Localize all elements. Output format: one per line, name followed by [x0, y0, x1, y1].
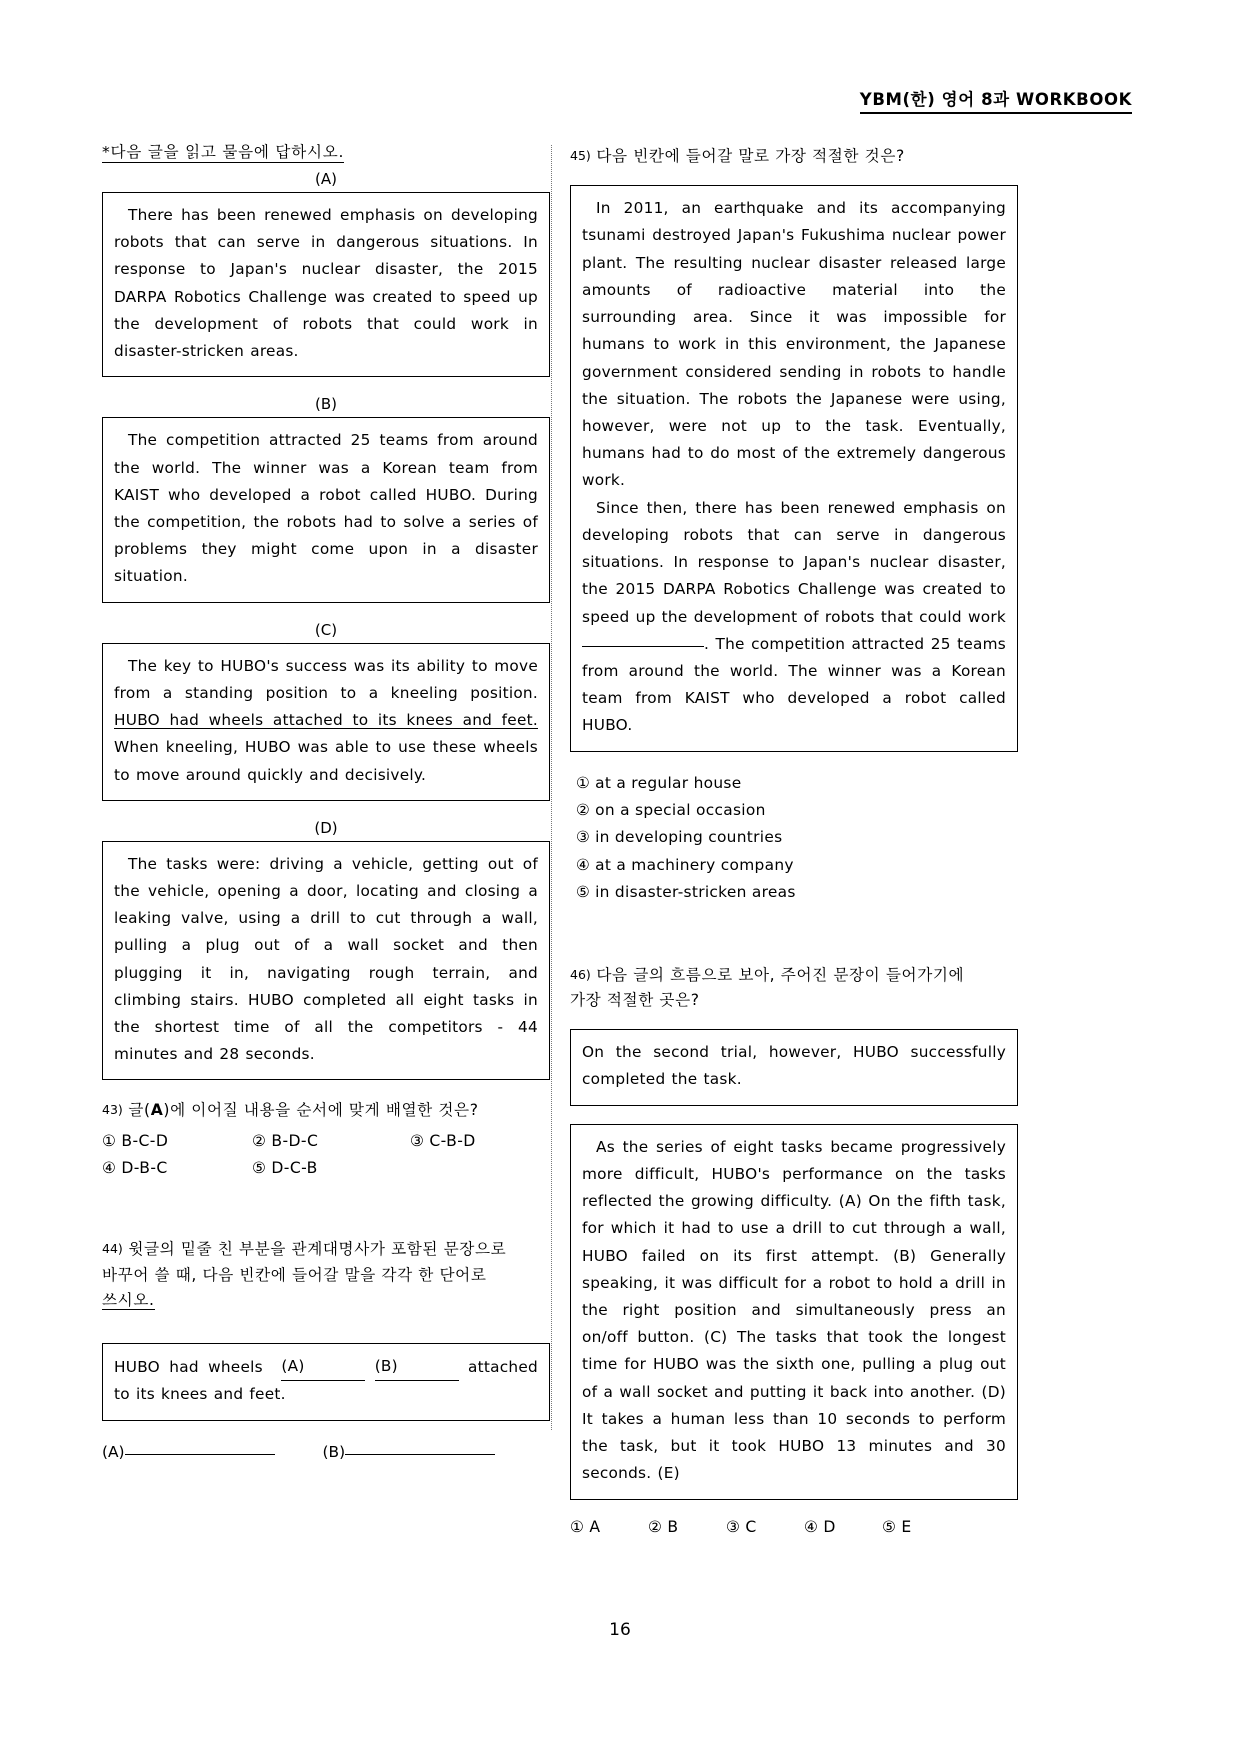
spacer-before-q46-given: [570, 1017, 1018, 1029]
choice-mark-2: ②: [576, 801, 591, 820]
passage-text-a: There has been renewed emphasis on developing robots that can serve in dangerous situations. In response to Japan's nuclear disaster, the 2015 DARPA Robotics Challenge was created to speed up the development of robots that could work in disaster-stricken areas.: [114, 206, 538, 361]
choice-mark-1: ①: [570, 1517, 585, 1536]
choice-mark-3: ③: [726, 1517, 741, 1536]
question-43-choices: [102, 1128, 550, 1182]
choice-label-2: B: [667, 1517, 679, 1536]
choice-45-4[interactable]: [576, 852, 1018, 879]
answer-line-b[interactable]: [323, 1443, 496, 1461]
reading-instruction-text: *다음 글을 읽고 물음에 답하시오.: [102, 143, 345, 161]
question-44-prompt: [102, 1237, 550, 1313]
choice-mark-1: ①: [576, 773, 591, 792]
question-45-prompt: [570, 144, 1018, 169]
question-45-prompt-text: 다음 빈칸에 들어갈 말로 가장 적절한 것은?: [596, 147, 905, 165]
choice-mark-1: ①: [102, 1131, 117, 1150]
choice-label-4: at a machinery company: [595, 855, 794, 874]
two-column-body: [0, 140, 1240, 1536]
segment-label-a: (A): [315, 170, 337, 188]
passage-box-b: [102, 417, 550, 602]
choice-label-5: in disaster-stricken areas: [595, 883, 796, 902]
question-43-prompt: [102, 1098, 550, 1123]
question-46-passage-box: [570, 1124, 1018, 1500]
q44-box-before: HUBO had wheels: [114, 1358, 263, 1377]
choice-mark-4: ④: [804, 1517, 819, 1536]
question-45-passage-box: [570, 185, 1018, 751]
page-header: YBM(한) 영어 8과 WORKBOOK: [860, 86, 1132, 114]
choice-mark-3: ③: [576, 828, 591, 847]
choice-45-3[interactable]: [576, 824, 1018, 851]
passage-box-a: [102, 192, 550, 377]
answer-line-a[interactable]: [102, 1443, 275, 1461]
spacer-before-q44-box: [102, 1317, 550, 1343]
question-43-prompt-bold: A: [150, 1101, 164, 1120]
question-46-prompt-line2: 가장 적절한 곳은?: [570, 990, 700, 1009]
question-46-passage-text: As the series of eight tasks became progressively more difficult, HUBO's performance on the tasks reflected the growing difficulty. (A) On the fifth task, for which it had to use a drill to cut through a wall, HUBO failed on its first attempt. (B) Generally speaking, it was difficult for a robot to hold a drill in the right position and simultaneously press an on/off button. (C) The tasks that took the longest time for HUBO was the sixth one, pulling a plug out of a wall socket and putting it back into another. (D) It takes a human less than 10 seconds to perform the task, but it took HUBO 13 minutes and 30 seconds. (E): [582, 1137, 1006, 1483]
choice-label-5: D-C-B: [271, 1158, 318, 1177]
choice-45-2[interactable]: [576, 797, 1018, 824]
choice-mark-2: ②: [252, 1131, 267, 1150]
choice-43-4[interactable]: [102, 1155, 252, 1182]
q44-box-after: attached to its knees and feet.: [114, 1358, 538, 1404]
question-44-box-sentence: [114, 1353, 538, 1408]
question-43-prompt-b: )에 이어질 내용을 순서에 맞게 배열한 것은?: [163, 1101, 479, 1120]
question-46-given-sentence-box: [570, 1029, 1018, 1105]
choice-label-4: D: [823, 1517, 836, 1536]
question-46-given-sentence: On the second trial, however, HUBO successfully completed the task.: [582, 1043, 1006, 1089]
passage-box-d: [102, 841, 550, 1081]
q44-blank-a[interactable]: (A): [281, 1353, 365, 1381]
passage-box-c: [102, 643, 550, 801]
answer-label-b: (B): [322, 1442, 346, 1461]
choice-43-1[interactable]: [102, 1128, 252, 1155]
question-44-answer-lines: [102, 1443, 550, 1461]
question-46-number: 46): [570, 966, 591, 982]
choice-label-1: A: [589, 1517, 601, 1536]
question-44-prompt-line2: 바꾸어 쓸 때, 다음 빈칸에 들어갈 말을 각각 한 단어로: [102, 1265, 487, 1284]
choice-45-5[interactable]: [576, 879, 1018, 906]
question-43-prompt-a: 글(: [128, 1101, 151, 1120]
choice-label-1: at a regular house: [595, 773, 742, 792]
question-43-number: 43): [102, 1102, 123, 1118]
question-45-passage-p2: [582, 495, 1006, 740]
q45-p2-after: . The competition attracted 25 teams from around the world. The winner was a Korean team from KAIST who developed a robot called HUBO.: [582, 634, 1006, 735]
choice-43-2[interactable]: [252, 1128, 410, 1155]
question-46-prompt-line1: 다음 글의 흐름으로 보아, 주어진 문장이 들어가기에: [596, 965, 965, 984]
segment-label-b: (B): [315, 395, 337, 414]
choice-mark-4: ④: [102, 1158, 117, 1177]
choice-label-3: in developing countries: [595, 828, 783, 847]
choice-46-4[interactable]: [804, 1518, 882, 1536]
left-column: [102, 140, 550, 1461]
question-45-passage-p1: In 2011, an earthquake and its accompanying tsunami destroyed Japan's Fukushima nuclear power plant. The resulting nuclear disaster released large amounts of radioactive material into the surrounding area. Since it was impossible for humans to work in this environment, the Japanese government considered sending in robots to handle the situation. The robots the Japanese were using, however, were not up to the task. Eventually, humans had to do most of the extremely dangerous work.: [582, 199, 1006, 490]
question-44-number: 44): [102, 1241, 123, 1257]
choice-label-4: D-B-C: [121, 1158, 168, 1177]
column-divider: [551, 145, 552, 1430]
choice-45-1[interactable]: [576, 770, 1018, 797]
choice-43-5[interactable]: [252, 1155, 410, 1182]
choice-label-3: C-B-D: [429, 1131, 476, 1150]
question-44-prompt-line3: 쓰시오.: [102, 1290, 155, 1309]
answer-rule-b[interactable]: [345, 1454, 495, 1455]
choice-label-5: E: [901, 1517, 912, 1536]
passage-c-before: The key to HUBO's success was its ability to move from a standing position to a kneeling position.: [114, 656, 538, 702]
q45-p2-before: Since then, there has been renewed emphasis on developing robots that can serve in dangerous situations. In response to Japan's nuclear disaster, the 2015 DARPA Robotics Challenge was created to speed up the development of robots that could work: [582, 498, 1006, 626]
spacer-after-q45: [570, 907, 1018, 959]
spacer-after-q43: [102, 1181, 550, 1233]
passage-c-after: When kneeling, HUBO was able to use these wheels to move around quickly and decisively.: [114, 738, 538, 784]
question-44-answer-box: [102, 1343, 550, 1420]
reading-instruction: [102, 140, 550, 162]
passage-text-b: The competition attracted 25 teams from around the world. The winner was a Korean team from KAIST who developed a robot called HUBO. During the competition, the robots had to solve a series of problems they might come upon in a disaster situation.: [114, 431, 538, 586]
choice-label-3: C: [745, 1517, 757, 1536]
choice-46-1[interactable]: [570, 1518, 648, 1536]
choice-mark-5: ⑤: [882, 1517, 897, 1536]
q44-blank-b[interactable]: (B): [375, 1353, 459, 1381]
choice-label-2: B-D-C: [271, 1131, 319, 1150]
right-column: [570, 140, 1018, 1536]
choice-mark-4: ④: [576, 855, 591, 874]
choice-46-2[interactable]: [648, 1518, 726, 1536]
spacer-before-q45-box: [570, 173, 1018, 185]
choice-43-spacer: [410, 1155, 550, 1182]
segment-label-d: (D): [314, 818, 338, 837]
choice-mark-5: ⑤: [252, 1158, 267, 1177]
choice-label-1: B-C-D: [121, 1131, 169, 1150]
answer-label-a: (A): [102, 1442, 125, 1461]
question-44-prompt-line1: 윗글의 밑줄 친 부분을 관계대명사가 포함된 문장으로: [128, 1240, 507, 1259]
segment-label-c: (C): [314, 620, 338, 639]
question-45-choices: [576, 770, 1018, 907]
question-46-prompt: [570, 963, 1018, 1014]
q45-inline-blank[interactable]: [582, 646, 704, 647]
choice-mark-5: ⑤: [576, 883, 591, 902]
choice-46-3[interactable]: [726, 1518, 804, 1536]
passage-text-d: The tasks were: driving a vehicle, getting out of the vehicle, opening a door, locating and closing a leaking valve, using a drill to cut through a wall, pulling a plug out of a wall socket and then plugging it in, navigating rough terrain, and climbing stairs. HUBO completed all eight tasks in the shortest time of all the competitors - 44 minutes and 28 seconds.: [114, 854, 538, 1064]
passage-c-underlined: HUBO had wheels attached to its knees and feet.: [114, 711, 538, 730]
choice-46-5[interactable]: [882, 1518, 960, 1536]
page-number: 16: [609, 1620, 631, 1640]
choice-mark-2: ②: [648, 1517, 663, 1536]
choice-label-2: on a special occasion: [595, 801, 766, 820]
answer-rule-a[interactable]: [125, 1454, 275, 1455]
choice-43-3[interactable]: [410, 1128, 550, 1155]
question-45-number: 45): [570, 148, 591, 163]
choice-mark-3: ③: [410, 1131, 425, 1150]
passage-text-c: [114, 653, 538, 789]
question-46-choices: [570, 1518, 1018, 1536]
